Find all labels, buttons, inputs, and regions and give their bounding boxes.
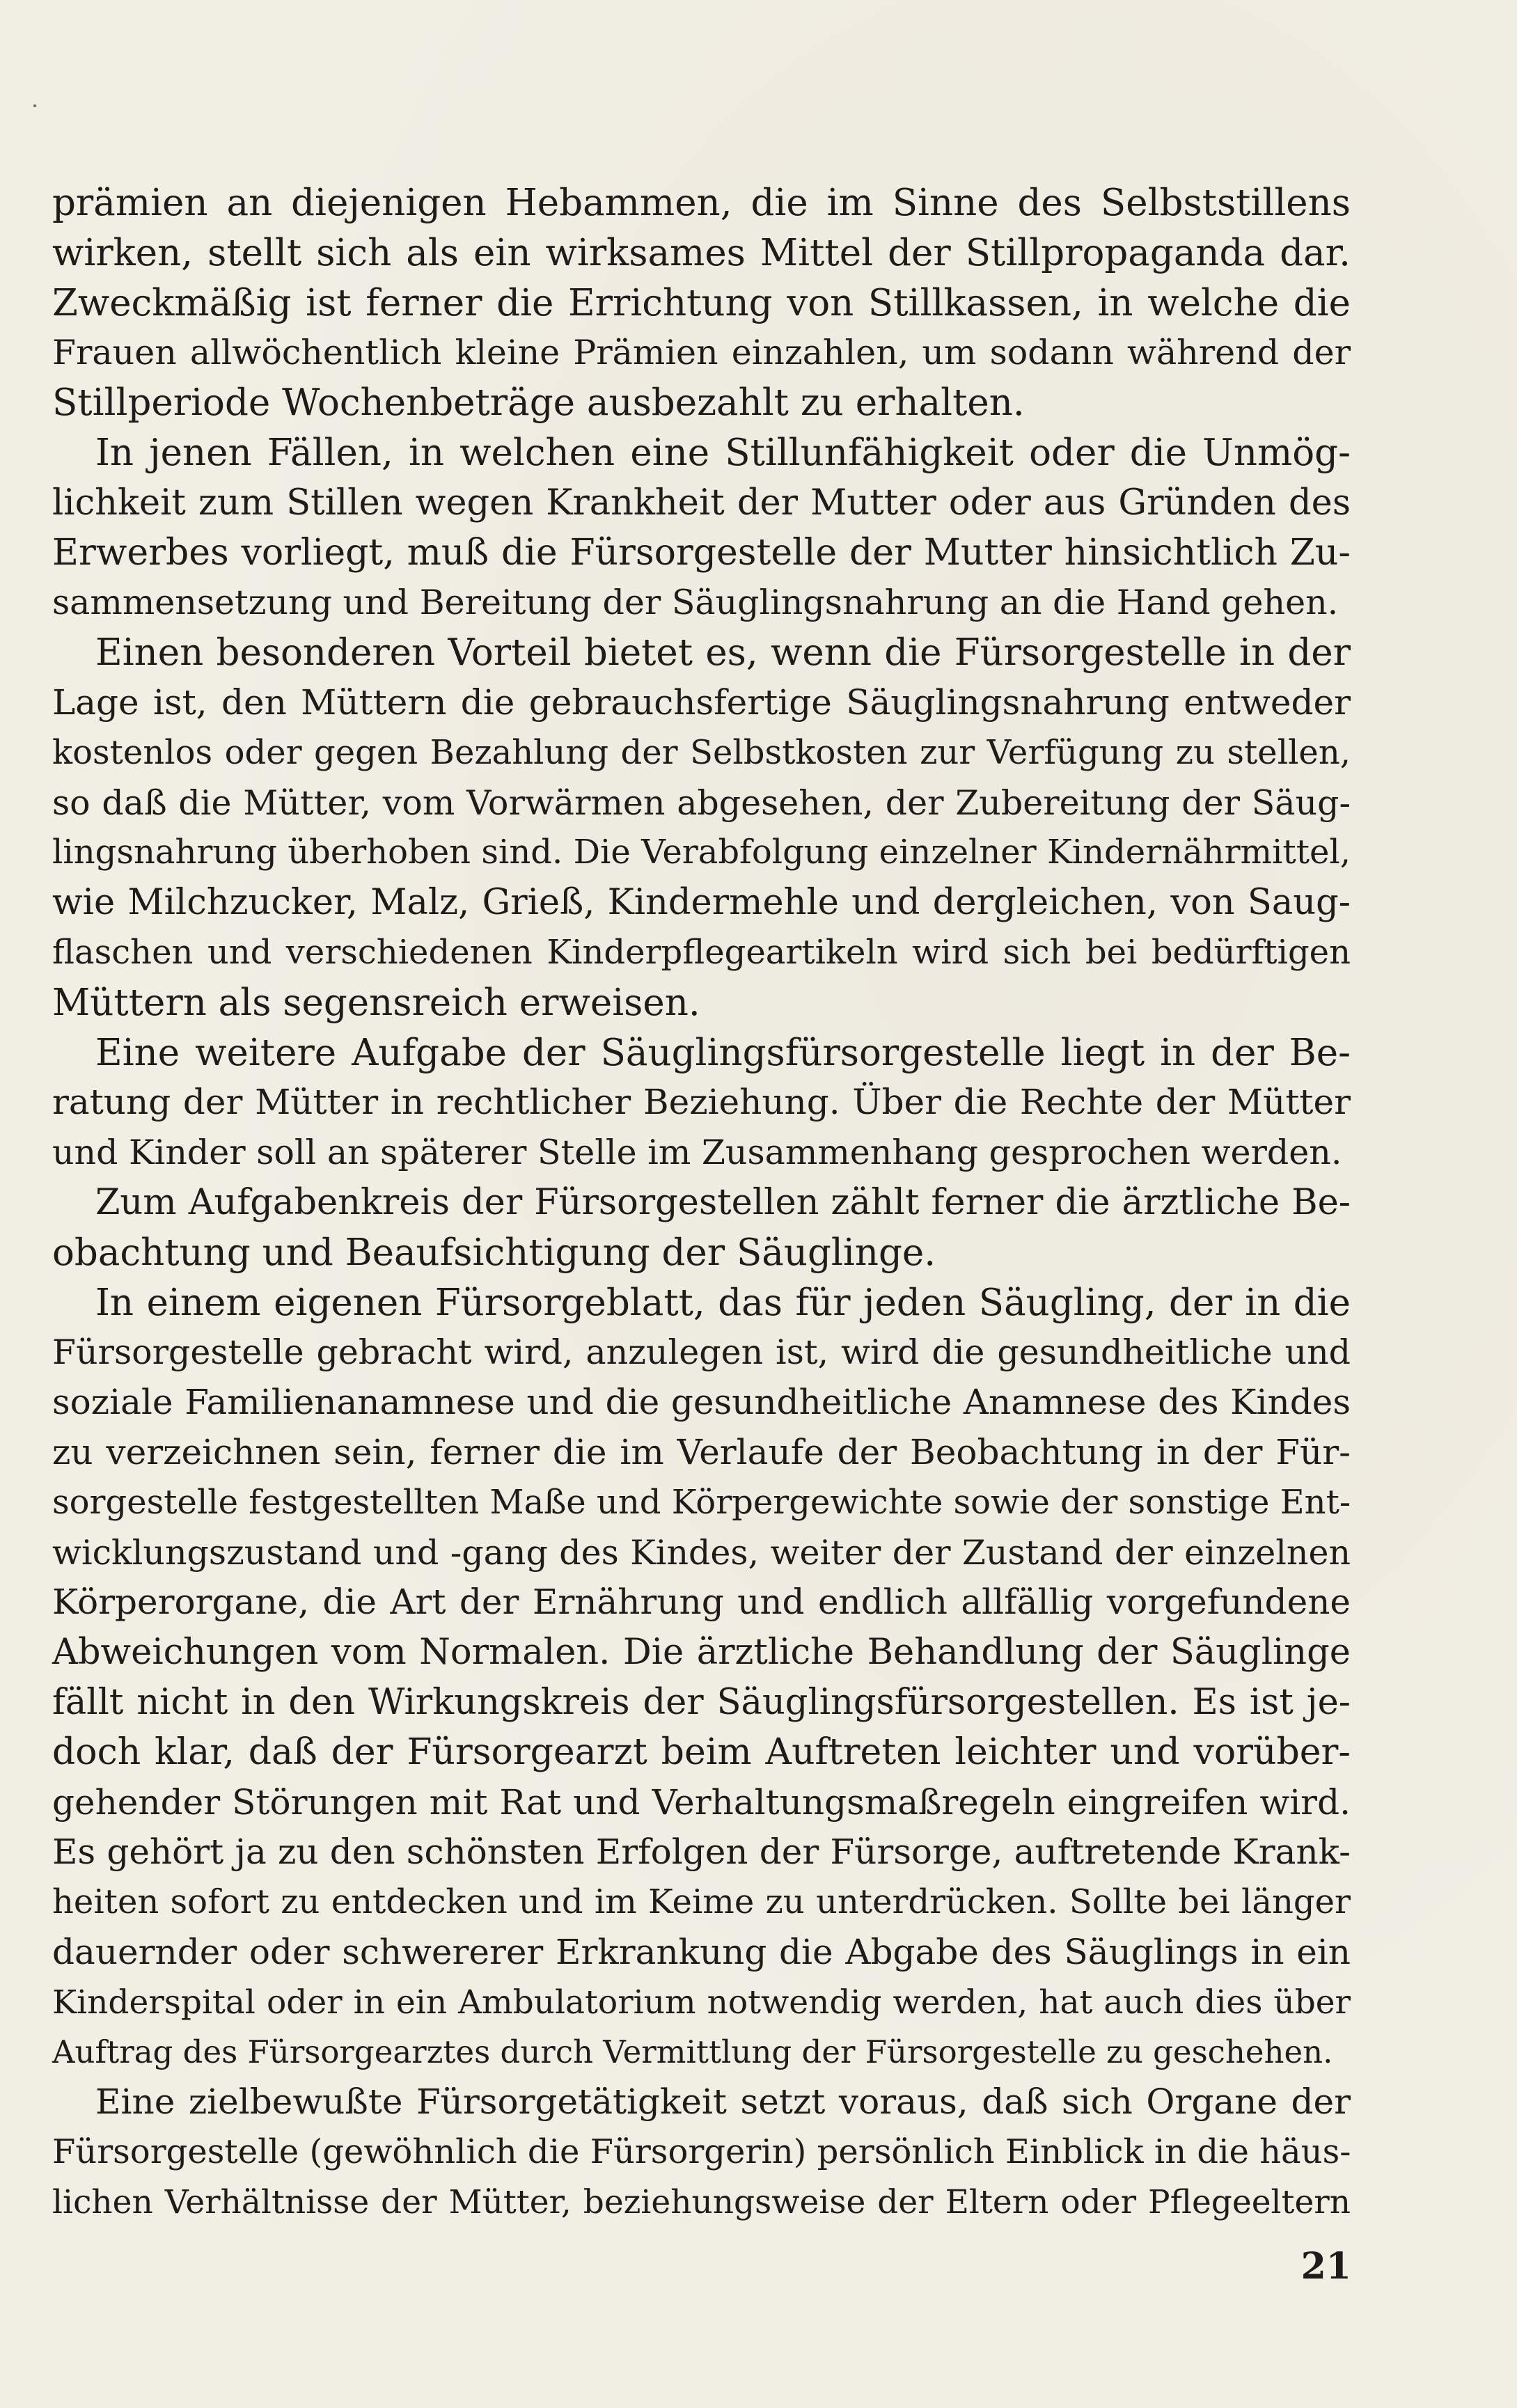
text-line: zu verzeichnen sein, ferner die im Verlaufe der Beobachtung in der Für- (52, 1431, 1351, 1472)
text-line: lichen Verhältnisse der Mütter, beziehungsweise der Eltern oder Pflegeeltern (52, 2182, 1351, 2221)
text-line: Frauen allwöchentlich kleine Prämien einzahlen, um sodann während der (52, 333, 1351, 373)
text-line: Einen besonderen Vorteil bietet es, wenn die Fürsorgestelle in der (95, 631, 1351, 675)
page-number: 21 (1300, 2245, 1351, 2288)
text-line: Es gehört ja zu den schönsten Erfolgen der Fürsorge, auftretende Krank- (52, 1832, 1351, 1873)
text-line: prämien an diejenigen Hebammen, die im Sinne des Selbststillens (52, 182, 1351, 224)
text-line: Auftrag des Fürsorgearztes durch Vermittlung der Fürsorgestelle zu geschehen. (52, 2033, 1333, 2071)
text-line: wirken, stellt sich als ein wirksames Mittel der Stillpropaganda dar. (52, 231, 1351, 274)
page-speck (33, 104, 36, 107)
text-line: heiten sofort zu entdecken und im Keime zu unterdrücken. Sollte bei länger (52, 1882, 1351, 1922)
paragraph-p5 (52, 1178, 1351, 1278)
paragraph-p6 (52, 1278, 1351, 2078)
text-line: lingsnahrung überhoben sind. Die Verabfolgung einzelner Kindernährmittel, (52, 833, 1351, 872)
text-line: Abweichungen vom Normalen. Die ärztliche Behandlung der Säuglinge (52, 1632, 1351, 1674)
text-line: dauernder oder schwererer Erkrankung die Abgabe des Säuglings in ein (52, 1931, 1351, 1972)
text-line: fällt nicht in den Wirkungskreis der Säuglingsfürsorgestellen. Es ist je- (52, 1681, 1351, 1723)
text-line: Lage ist, den Müttern die gebrauchsfertige Säuglingsnahrung entweder (52, 682, 1351, 723)
text-line: flaschen und verschiedenen Kinderpflegeartikeln wird sich bei bedürftigen (52, 932, 1351, 972)
paragraph-p3 (52, 628, 1351, 1028)
text-line: wicklungszustand und -gang des Kindes, weiter der Zustand der einzelnen (52, 1532, 1351, 1573)
text-line: Erwerbes vorliegt, muß die Fürsorgestelle der Mutter hinsichtlich Zu- (52, 531, 1351, 574)
text-line: ratung der Mütter in rechtlicher Beziehung. Über die Rechte der Mütter (52, 1082, 1351, 1123)
text-line: Zum Aufgabenkreis der Fürsorgestellen zählt ferner die ärztliche Be- (95, 1181, 1351, 1223)
text-line: gehender Störungen mit Rat und Verhaltungsmaßregeln eingreifen wird. (52, 1781, 1351, 1823)
text-line: und Kinder soll an späterer Stelle im Zusammenhang gesprochen werden. (52, 1133, 1342, 1173)
text-line: In einem eigenen Fürsorgeblatt, das für jeden Säugling, der in die (95, 1281, 1351, 1324)
paragraph-p1 (52, 178, 1351, 428)
body-text (52, 178, 1351, 2228)
text-line: so daß die Mütter, vom Vorwärmen abgesehen, der Zubereitung der Säug- (52, 782, 1351, 823)
text-line: sorgestelle festgestellten Maße und Körpergewichte sowie der sonstige Ent- (52, 1482, 1351, 1522)
paragraph-p4 (52, 1028, 1351, 1178)
text-line: kostenlos oder gegen Bezahlung der Selbstkosten zur Verfügung zu stellen, (52, 732, 1351, 772)
text-line: Stillperiode Wochenbeträge ausbezahlt zu erhalten. (52, 381, 1025, 425)
paragraph-p2 (52, 428, 1351, 628)
text-line: In jenen Fällen, in welchen eine Stillunfähigkeit oder die Unmög- (95, 431, 1351, 474)
text-line: Körperorgane, die Art der Ernährung und endlich allfällig vorgefundene (52, 1582, 1351, 1623)
text-line: Eine weitere Aufgabe der Säuglingsfürsorgestelle liegt in der Be- (95, 1031, 1351, 1074)
text-line: Kinderspital oder in ein Ambulatorium notwendig werden, hat auch dies über (52, 1983, 1351, 2022)
text-line: Fürsorgestelle (gewöhnlich die Fürsorgerin) persönlich Einblick in die häus- (52, 2132, 1351, 2172)
text-line: obachtung und Beaufsichtigung der Säuglinge. (52, 1231, 936, 1274)
text-line: sammensetzung und Bereitung der Säuglingsnahrung an die Hand gehen. (52, 583, 1339, 623)
paragraph-p7 (52, 2077, 1351, 2227)
text-line: Zweckmäßig ist ferner die Errichtung von Stillkassen, in welche die (52, 281, 1351, 324)
text-line: doch klar, daß der Fürsorgearzt beim Auftreten leichter und vorüber- (52, 1731, 1351, 1773)
text-line: lichkeit zum Stillen wegen Krankheit der Mutter oder aus Gründen des (52, 482, 1351, 524)
text-line: wie Milchzucker, Malz, Grieß, Kindermehle und dergleichen, von Saug- (52, 882, 1351, 924)
text-line: soziale Familienanamnese und die gesundheitliche Anamnese des Kindes (52, 1382, 1351, 1423)
text-line: Eine zielbewußte Fürsorgetätigkeit setzt voraus, daß sich Organe der (95, 2082, 1351, 2123)
text-line: Fürsorgestelle gebracht wird, anzulegen ist, wird die gesundheitliche und (52, 1332, 1351, 1373)
text-line: Müttern als segensreich erweisen. (52, 981, 700, 1024)
